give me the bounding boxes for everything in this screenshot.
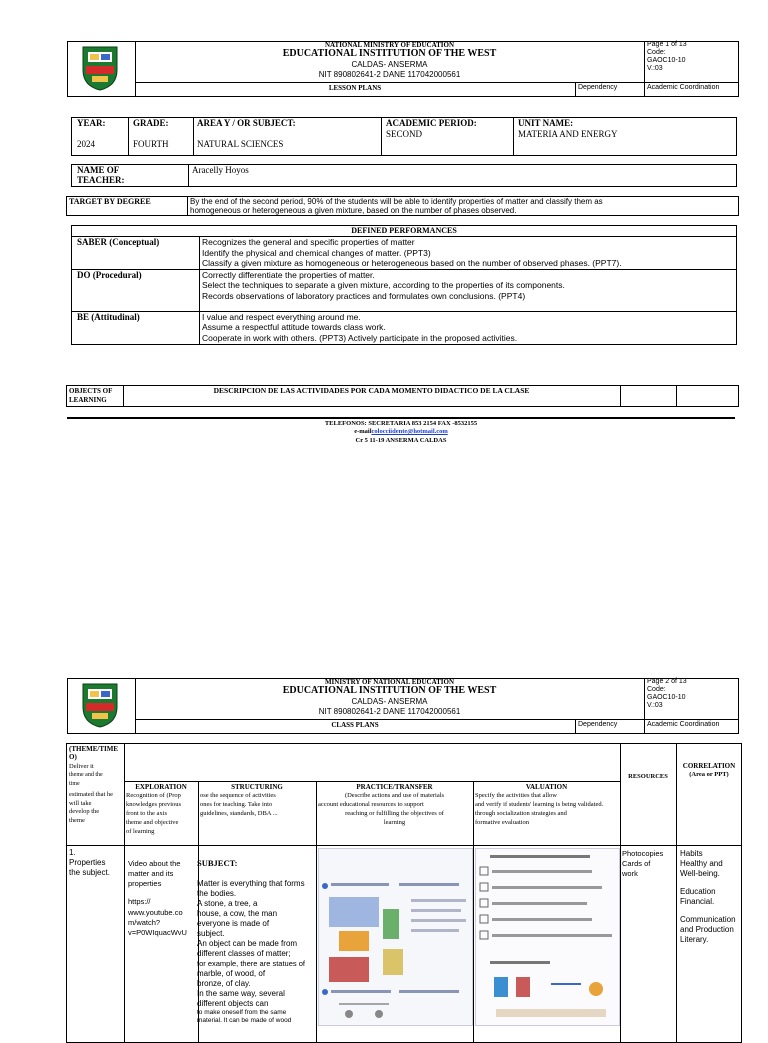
target-line-1: By the end of the second period, 90% of the students will be able to identify properties of matter and classify them as — [190, 197, 603, 206]
worksheet-image — [318, 848, 473, 1026]
ministry-title: NATIONAL MINISTRY OF EDUCATION — [324, 41, 455, 49]
target-line-2: homogeneous or heterogeneous a given mixture, based on the number of phases observed. — [190, 206, 517, 215]
year-label: YEAR: — [77, 118, 106, 128]
area-value: NATURAL SCIENCES — [197, 139, 284, 149]
theme-label-1: (THEME/TIME — [69, 745, 119, 753]
code-label: Code: — [647, 49, 666, 56]
quiz-illustration-icon — [476, 849, 619, 1025]
teacher-box — [71, 164, 737, 187]
be-line-1: I value and respect everything around me. — [202, 312, 361, 322]
code-value: GAOC10-10 — [647, 57, 686, 64]
city: CALDAS- ANSERMA — [351, 60, 428, 69]
saber-line-2: Identify the physical and chemical changes of matter. (PPT3) — [202, 248, 431, 258]
footer-email: e-mailcolocciidente@hotmail.com — [354, 428, 448, 435]
unit-label: UNIT NAME: — [518, 118, 574, 128]
version: V.:03 — [647, 702, 663, 709]
school-crest-icon — [80, 44, 120, 92]
period-value: SECOND — [386, 129, 423, 139]
saber-line-1: Recognizes the general and specific properties of matter — [202, 237, 415, 247]
institution-title: EDUCATIONAL INSTITUTION OF THE WEST — [282, 685, 497, 696]
do-line-2: Select the techniques to separate a given mixture, according to the properties of its components. — [202, 280, 565, 290]
grade-value: FOURTH — [133, 139, 169, 149]
quiz-image — [475, 848, 620, 1026]
do-line-1: Correctly differentiate the properties of matter. — [202, 270, 375, 280]
city: CALDAS- ANSERMA — [351, 697, 428, 706]
nit: NIT 890802641-2 DANE 117042000561 — [318, 70, 461, 79]
area-label: AREA Y / OR SUBJECT: — [197, 118, 296, 128]
objects-label-1: OBJECTS OF — [69, 387, 113, 395]
grade-label: GRADE: — [133, 118, 169, 128]
dependency-label: Dependency — [578, 721, 618, 728]
school-crest-icon — [80, 681, 120, 729]
correlation-header-1: CORRELATION — [682, 762, 736, 770]
video-link[interactable]: www.youtube.co — [128, 908, 183, 917]
correlation-header-2: (Area or PPT) — [689, 771, 729, 778]
be-line-3: Cooperate in work with others. (PPT3) Actively participate in the proposed activities. — [202, 333, 518, 343]
subject-label: SUBJECT: — [197, 858, 238, 868]
email-link[interactable]: colocciidente@hotmail.com — [371, 428, 448, 435]
teacher-name: Aracelly Hoyos — [192, 165, 249, 175]
period-label: ACADEMIC PERIOD: — [386, 118, 477, 128]
doc-type: CLASS PLANS — [331, 721, 379, 729]
doc-type: LESSON PLANS — [328, 84, 382, 92]
saber-line-3: Classify a given mixture as homogeneous or heterogeneous based on the number of observed phases. (PPT7). — [202, 258, 622, 268]
objects-description: DESCRIPCION DE LAS ACTIVIDADES POR CADA MOMENTO DIDACTICO DE LA CLASE — [213, 386, 530, 395]
page-number: Page 2 of 13 — [647, 678, 687, 685]
objects-label-2: LEARNING — [69, 396, 107, 404]
code-value: GAOC10-10 — [647, 694, 686, 701]
exploration-header: EXPLORATION — [135, 783, 187, 791]
year-value: 2024 — [77, 139, 95, 149]
teacher-label-1: NAME OF — [77, 165, 120, 175]
be-label: BE (Attitudinal) — [77, 312, 140, 322]
nit: NIT 890802641-2 DANE 117042000561 — [318, 707, 461, 716]
footer-address: Cr 5 11-19 ANSERMA CALDAS — [355, 437, 447, 444]
target-label: TARGET BY DEGREE — [69, 197, 151, 206]
resources-header: RESOURCES — [628, 773, 668, 780]
theme-label-2: O) — [69, 753, 77, 761]
practice-header: PRACTICE/TRANSFER — [356, 783, 433, 791]
page-number: Page 1 of 13 — [647, 41, 687, 48]
valuation-header: VALUATION — [525, 783, 568, 791]
version: V.:03 — [647, 65, 663, 72]
code-label: Code: — [647, 686, 666, 693]
dependency-value: Academic Coordination — [647, 84, 720, 91]
institution-title: EDUCATIONAL INSTITUTION OF THE WEST — [282, 48, 497, 59]
worksheet-illustration-icon — [319, 849, 472, 1025]
do-line-3: Records observations of laboratory practices and formulates own conclusions. (PPT4) — [202, 291, 526, 301]
do-label: DO (Procedural) — [77, 270, 142, 280]
teacher-label-2: TEACHER: — [77, 175, 125, 185]
be-line-2: Assume a respectful attitude towards class work. — [202, 322, 386, 332]
dependency-label: Dependency — [578, 84, 618, 91]
performances-title: DEFINED PERFORMANCES — [351, 226, 457, 235]
dependency-value: Academic Coordination — [647, 721, 720, 728]
ministry-title: MINISTRY OF NATIONAL EDUCATION — [324, 678, 455, 686]
footer-phones: TELEFONOS: SECRETARIA 853 2154 FAX -8532155 — [324, 420, 478, 427]
structuring-header: STRUCTURING — [231, 783, 283, 791]
saber-label: SABER (Conceptual) — [77, 237, 160, 247]
unit-value: MATERIA AND ENERGY — [518, 129, 618, 139]
